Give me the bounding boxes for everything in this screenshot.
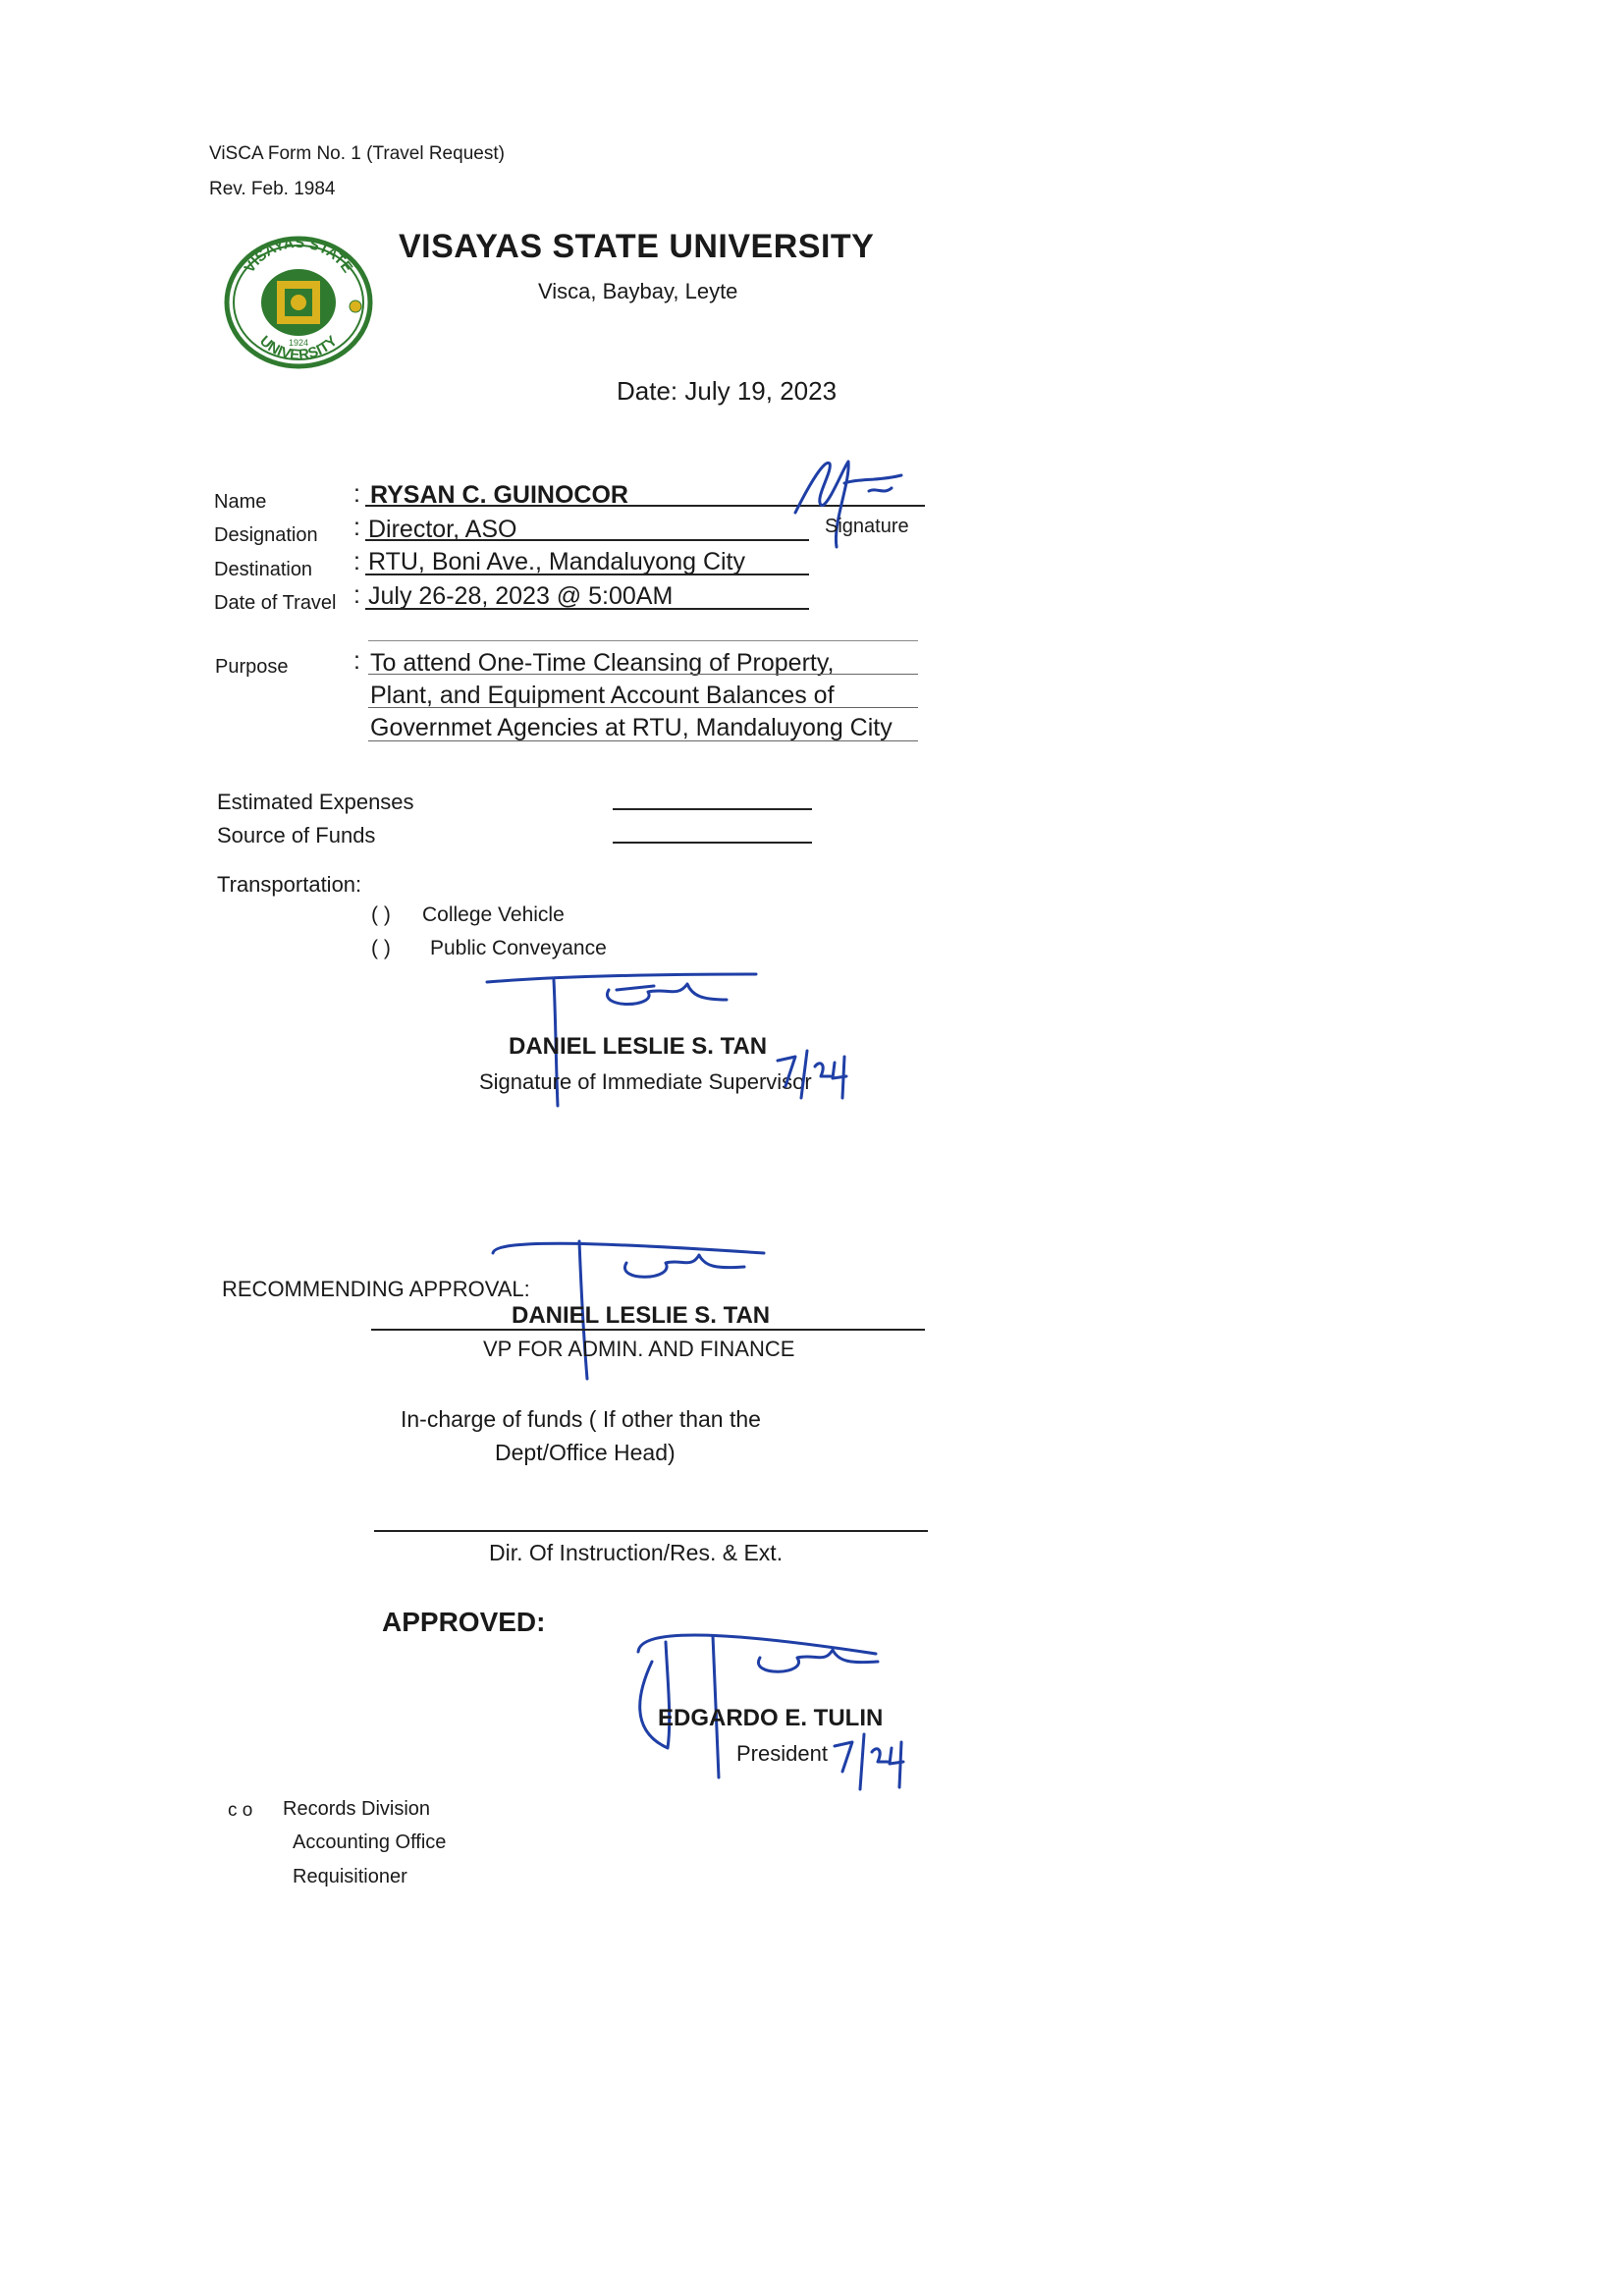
destination-value: RTU, Boni Ave., Mandaluyong City	[368, 548, 745, 575]
supervisor-handwritten-date	[774, 1043, 852, 1102]
request-date: Date: July 19, 2023	[617, 376, 838, 406]
designation-label: Designation	[214, 524, 318, 546]
form-number: ViSCA Form No. 1 (Travel Request)	[209, 143, 505, 164]
university-name: VISAYAS STATE UNIVERSITY	[399, 228, 875, 265]
cc-item-records-division: Records Division	[283, 1798, 431, 1820]
purpose-topline	[368, 640, 918, 641]
cc-label: c o	[228, 1800, 253, 1821]
supervisor-caption: Signature of Immediate Supervisor	[479, 1069, 812, 1094]
name-colon: :	[353, 480, 360, 508]
incharge-title: Dir. Of Instruction/Res. & Ext.	[489, 1540, 784, 1565]
date-of-travel-underline	[365, 608, 809, 610]
incharge-signature-line	[374, 1530, 928, 1532]
purpose-colon: :	[353, 647, 360, 675]
recommending-approval-label: RECOMMENDING APPROVAL:	[222, 1277, 530, 1301]
seal-bottom-text: UNIVERSITY	[256, 332, 341, 364]
purpose-underline-3	[368, 740, 918, 741]
source-of-funds-label: Source of Funds	[217, 823, 376, 847]
cc-item-accounting-office: Accounting Office	[293, 1831, 447, 1853]
purpose-underline-2	[368, 707, 918, 708]
date-of-travel-value: July 26-28, 2023 @ 5:00AM	[368, 582, 674, 610]
seal-top-text: VISAYAS STATE	[241, 236, 356, 277]
name-label: Name	[214, 491, 267, 513]
president-title: President	[736, 1741, 828, 1766]
college-vehicle-checkbox[interactable]: ( )	[371, 903, 391, 926]
recommending-name: DANIEL LESLIE S. TAN	[512, 1302, 771, 1329]
purpose-line-2: Plant, and Equipment Account Balances of	[370, 682, 835, 709]
incharge-line-1: In-charge of funds ( If other than the	[401, 1406, 761, 1432]
date-of-travel-label: Date of Travel	[214, 592, 337, 614]
signature-label: Signature	[825, 516, 909, 537]
transportation-label: Transportation:	[217, 872, 362, 897]
source-of-funds-line	[613, 842, 812, 844]
destination-underline	[365, 574, 809, 575]
president-handwritten-date	[831, 1728, 909, 1791]
recommending-signature-line	[371, 1329, 925, 1331]
supervisor-name: DANIEL LESLIE S. TAN	[509, 1033, 768, 1060]
date-of-travel-colon: :	[353, 581, 360, 609]
designation-colon: :	[353, 514, 360, 541]
designation-value: Director, ASO	[368, 516, 517, 543]
estimated-expenses-line	[613, 808, 812, 810]
public-conveyance-checkbox[interactable]: ( )	[371, 937, 391, 959]
designation-underline	[365, 539, 809, 541]
college-vehicle-label: College Vehicle	[422, 903, 565, 926]
name-value: RYSAN C. GUINOCOR	[370, 481, 628, 509]
seal-year: 1924	[288, 338, 309, 348]
form-revision: Rev. Feb. 1984	[209, 179, 336, 199]
purpose-line-3: Governmet Agencies at RTU, Mandaluyong City	[370, 714, 893, 741]
purpose-underline-1	[368, 674, 918, 675]
president-name: EDGARDO E. TULIN	[658, 1705, 884, 1731]
destination-label: Destination	[214, 559, 313, 580]
purpose-line-1: To attend One-Time Cleansing of Property,	[370, 649, 835, 677]
estimated-expenses-label: Estimated Expenses	[217, 790, 414, 814]
cc-item-requisitioner: Requisitioner	[293, 1866, 407, 1887]
public-conveyance-label: Public Conveyance	[430, 937, 607, 959]
recommending-title: VP FOR ADMIN. AND FINANCE	[483, 1337, 795, 1361]
destination-colon: :	[353, 548, 360, 575]
university-address: Visca, Baybay, Leyte	[538, 279, 738, 303]
purpose-label: Purpose	[215, 656, 289, 678]
approved-label: APPROVED:	[382, 1607, 546, 1637]
incharge-line-2: Dept/Office Head)	[495, 1440, 676, 1465]
university-seal	[224, 236, 373, 369]
